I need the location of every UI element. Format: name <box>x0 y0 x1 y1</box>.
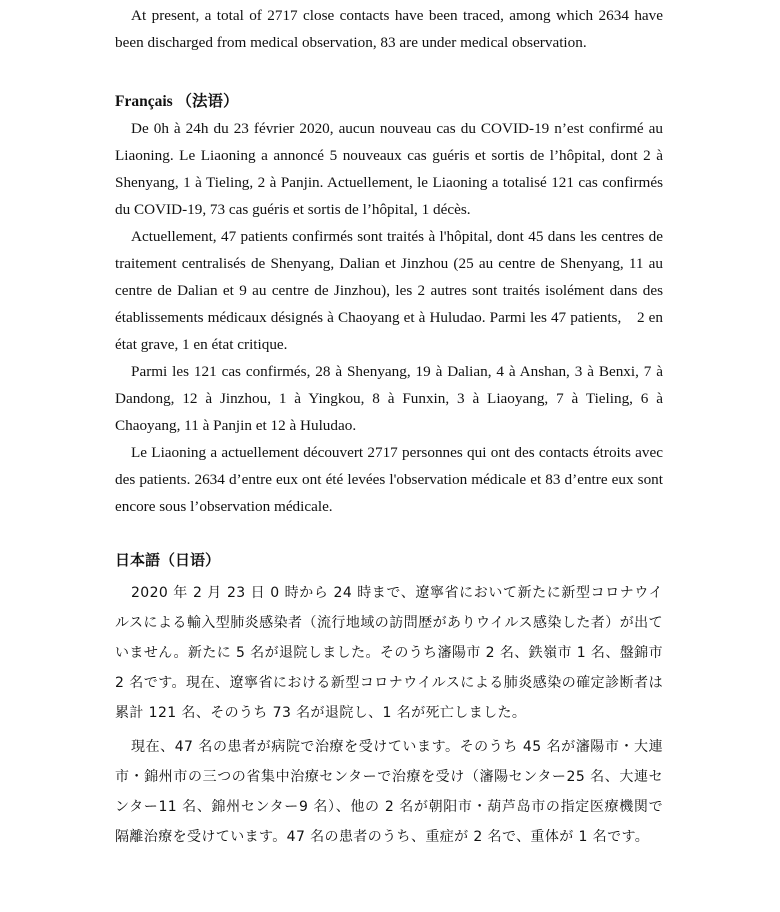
french-paragraph-2: Actuellement, 47 patients confirmés sont traités à l'hôpital, dont 45 dans les centres de traitement centralisés de Shenyang, Dalian et Jinzhou (25 au centre de Shenyang, 11 au centre de Dalian et 9 au centre de Jinzhou), les 2 autres sont traités isolément dans des établissements médicaux désignés à Chaoyang et à Huludao. Parmi les 47 patients, 2 en état grave, 1 en état critique. <box>115 228 663 353</box>
english-paragraph: At present, a total of 2717 close contacts have been traced, among which 2634 have been discharged from medical observation, 83 are under medical observation. <box>115 7 663 51</box>
french-paragraph-4: Le Liaoning a actuellement découvert 2717 personnes qui ont des contacts étroits avec des patients. 2634 d’entre eux ont été levées l'observation médicale et 83 d’entre eux sont encore sous l’observation médicale. <box>115 444 663 515</box>
japanese-paragraph-2: 現在、47 名の患者が病院で治療を受けています。そのうち 45 名が瀋陽市・大連市・錦州市の三つの省集中治療センターで治療を受け（瀋陽センター25 名、大連センター11 名、錦州センター9 名）、他の 2 名が朝阳市・葫芦岛市の指定医療機関で隔離治療を受けています。47 名の患者のうち、重症が 2 名で、重体が 1 名です。 <box>115 739 663 845</box>
french-section-heading: Français （法语） <box>115 93 239 110</box>
french-paragraph-1: De 0h à 24h du 23 février 2020, aucun nouveau cas du COVID-19 n’est confirmé au Liaoning. Le Liaoning a annoncé 5 nouveaux cas guéris et sortis de l’hôpital, dont 2 à Shenyang, 1 à Tieling, 2 à Panjin. Actuellement, le Liaoning a totalisé 121 cas confirmés du COVID-19, 73 cas guéris et sortis de l’hôpital, 1 décès. <box>115 120 663 218</box>
japanese-section-heading: 日本語（日语） <box>115 551 221 569</box>
document-page <box>115 0 663 852</box>
french-paragraph-3: Parmi les 121 cas confirmés, 28 à Shenyang, 19 à Dalian, 4 à Anshan, 3 à Benxi, 7 à Dandong, 12 à Jinzhou, 1 à Yingkou, 8 à Funxin, 3 à Liaoyang, 7 à Tieling, 6 à Chaoyang, 11 à Panjin et 12 à Huludao. <box>115 363 663 434</box>
japanese-paragraph-1: 2020 年 2 月 23 日 0 時から 24 時まで、遼寧省において新たに新型コロナウイルスによる輸入型肺炎感染者（流行地域の訪問歴がありウイルス感染した者）が出ていません。新たに 5 名が退院しました。そのうち瀋陽市 2 名、鉄嶺市 1 名、盤錦市 2 名です。現在、遼寧省における新型コロナウイルスによる肺炎感染の確定診断者は累計 121 名、そのうち 73 名が退院し、1 名が死亡しました。 <box>115 585 663 721</box>
